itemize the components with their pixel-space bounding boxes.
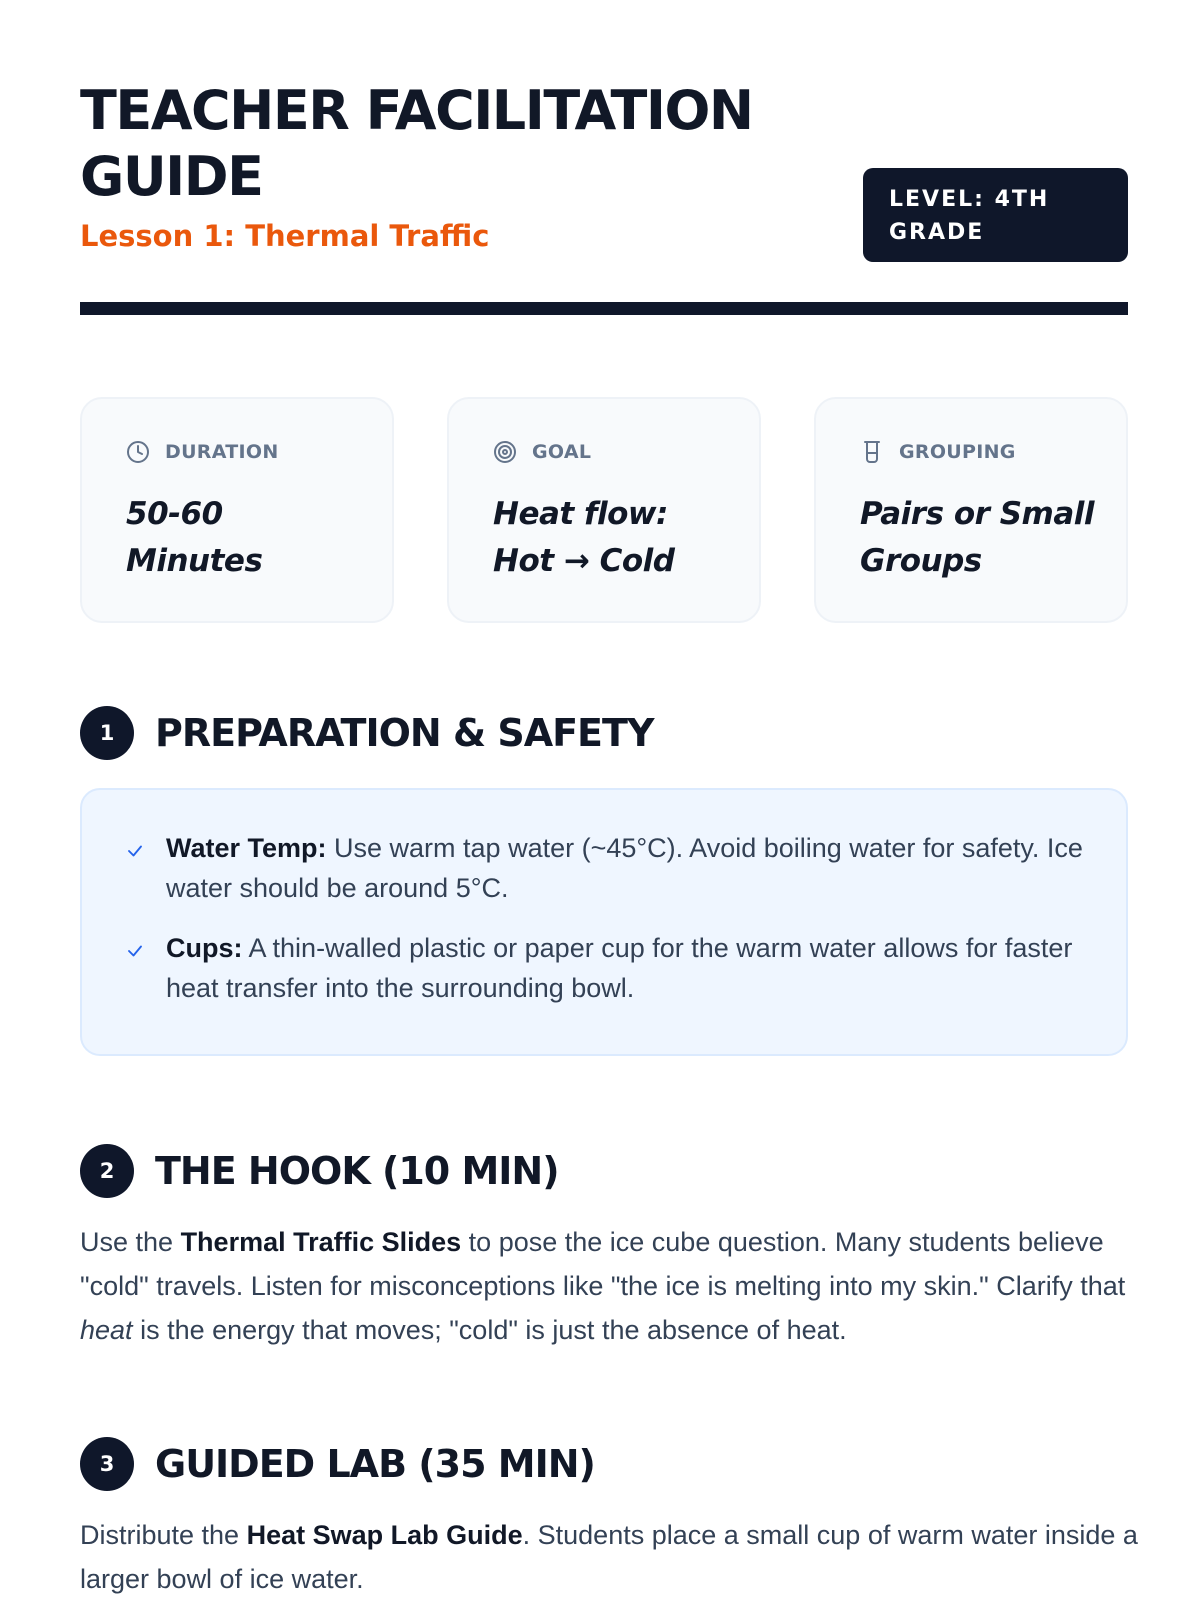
safety-item-body: A thin-walled plastic or paper cup for the warm water allows for faster heat transfer into the surrounding bowl. [166,933,1073,1003]
hook-emphasis: heat [80,1315,133,1345]
goal-label: GOAL [532,441,592,463]
section-title: GUIDED LAB (35 MIN) [155,1442,595,1486]
beaker-icon [860,440,884,464]
hook-paragraph [80,1220,1140,1352]
card-label [860,439,1126,465]
lab-text: . Students place a small cup of warm water inside a larger bowl of ice water. [80,1520,1138,1594]
check-icon [126,928,144,960]
step-number-badge: 3 [80,1437,134,1491]
section-lab-heading [80,1437,595,1491]
hook-text: Use the [80,1227,181,1257]
duration-value-line: Minutes [126,543,263,579]
goal-value [493,491,759,585]
duration-label: DURATION [165,441,279,463]
page-title: TEACHER FACILITATION GUIDE [80,79,753,208]
check-icon [126,828,144,860]
header-divider [80,302,1128,315]
section-hook-heading [80,1144,559,1198]
hook-slides-reference: Thermal Traffic Slides [180,1227,462,1257]
step-number-badge: 1 [80,706,134,760]
card-label [126,439,392,465]
lab-paragraph [80,1513,1140,1601]
step-number-badge: 2 [80,1144,134,1198]
lab-text: Distribute the [80,1520,247,1550]
section-preparation-heading [80,706,653,760]
goal-card [447,397,761,623]
duration-value-line: 50-60 [126,496,223,532]
safety-item-text [166,828,1086,908]
lesson-subtitle: Lesson 1: Thermal Traffic [80,219,490,253]
grouping-label: GROUPING [899,441,1016,463]
safety-item-body: Use warm tap water (~45°C). Avoid boiling water for safety. Ice water should be around 5°C. [166,833,1083,903]
list-item [126,928,1086,1008]
goal-value-line: Hot → Cold [493,543,675,579]
section-title: PREPARATION & SAFETY [155,711,654,755]
target-icon [493,440,517,464]
safety-item-term: Water Temp: [166,833,327,863]
lab-guide-reference: Heat Swap Lab Guide [246,1520,523,1550]
grouping-card [814,397,1128,623]
section-title: THE HOOK (10 MIN) [155,1149,559,1193]
goal-value-line: Heat flow: [493,496,668,532]
duration-value [126,491,392,585]
hook-text: is the energy that moves; "cold" is just the absence of heat. [132,1315,847,1345]
grouping-value-line: Groups [860,543,982,579]
list-item [126,828,1086,908]
duration-card [80,397,394,623]
safety-checklist [80,788,1128,1056]
safety-item-text [166,928,1086,1008]
safety-item-term: Cups: [166,933,243,963]
level-badge: LEVEL: 4TH GRADE [863,168,1128,262]
grouping-value [860,491,1126,585]
grouping-value-line: Pairs or Small [860,496,1094,532]
clock-icon [126,440,150,464]
card-label [493,439,759,465]
hook-text: to pose the ice cube question. Many students believe "cold" travels. Listen for misconceptions like "the ice is melting into my skin." Clarify that [80,1227,1126,1301]
